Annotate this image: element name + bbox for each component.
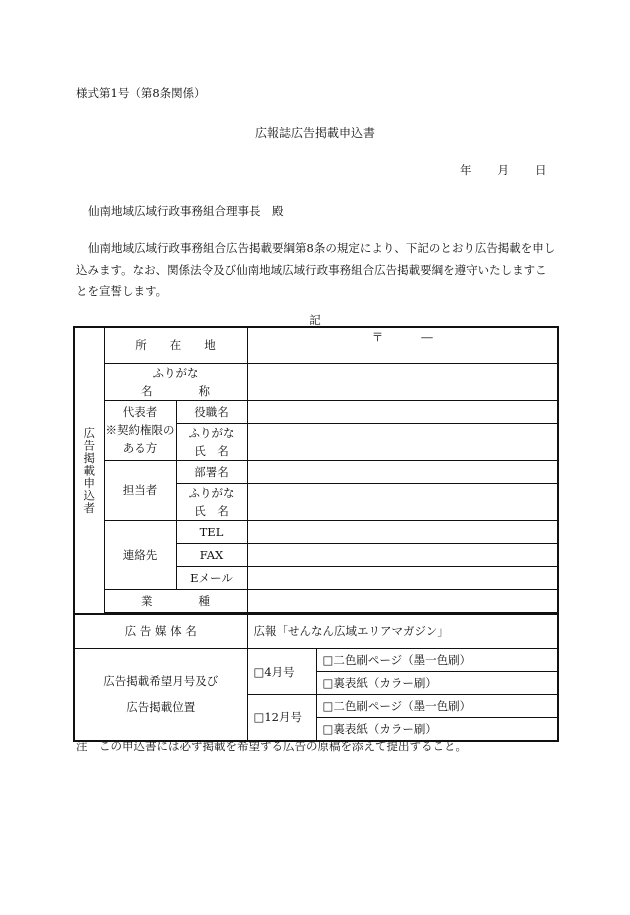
- desired-label: [74, 649, 247, 741]
- tel-field[interactable]: [247, 520, 558, 543]
- tel-label: TEL: [176, 520, 247, 543]
- desired-label-1: 広告掲載希望月号及び: [103, 674, 219, 689]
- rep-name-short: 氏 名: [194, 443, 229, 458]
- desired-label-2: 広告掲載位置: [126, 700, 196, 715]
- applicant-header-text: 広告掲載申込者: [82, 426, 97, 514]
- rep-name-field[interactable]: [247, 423, 558, 460]
- furigana-label: ふりがな: [152, 365, 199, 380]
- postal-dash: ―: [421, 330, 433, 344]
- industry-label: 業 種: [104, 589, 247, 612]
- contact-furigana: ふりがな: [188, 485, 235, 500]
- april-back-cover-checkbox[interactable]: □裏表紙（カラー刷）: [316, 672, 558, 695]
- representative-label: [104, 400, 176, 460]
- application-table: [73, 326, 559, 742]
- org-name-label: [104, 363, 247, 400]
- december-two-color-checkbox[interactable]: □二色刷ページ（墨一色刷）: [316, 695, 558, 718]
- april-two-color-checkbox[interactable]: □二色刷ページ（墨一色刷）: [316, 649, 558, 672]
- email-field[interactable]: [247, 566, 558, 589]
- contact-name-field[interactable]: [247, 483, 558, 520]
- rep-name-label: [176, 423, 247, 460]
- contact-person-label: 担当者: [104, 460, 176, 520]
- address-label: 所 在 地: [104, 327, 247, 363]
- fax-label: FAX: [176, 543, 247, 566]
- email-label: Eメール: [176, 566, 247, 589]
- applicant-side-header: [74, 327, 104, 614]
- name-label: 名 称: [141, 383, 210, 398]
- issue-april-checkbox[interactable]: □4月号: [247, 649, 316, 695]
- december-back-cover-checkbox[interactable]: □裏表紙（カラー刷）: [316, 718, 558, 741]
- media-label: 広 告 媒 体 名: [74, 614, 247, 649]
- dept-field[interactable]: [247, 460, 558, 483]
- date-month: 月: [497, 163, 509, 177]
- contact-name-short: 氏 名: [194, 503, 229, 518]
- body-paragraph: 仙南地域広域行政事務組合広告掲載要綱第8条の規定により、下記のとおり広告掲載を申し込みます。なお、関係法令及び仙南地域広域行政事務組合広告掲載要綱を遵守いたしますことを宣誓します。: [76, 241, 556, 298]
- ki-heading: 記: [309, 313, 321, 327]
- fax-field[interactable]: [247, 543, 558, 566]
- footnote: 注 この申込書には必ず掲載を希望する広告の原稿を添えて提出すること。: [76, 739, 467, 753]
- contact-info-label: 連絡先: [104, 520, 176, 589]
- rep-furigana: ふりがな: [188, 425, 235, 440]
- date-line: [460, 162, 547, 178]
- address-field[interactable]: [247, 327, 558, 363]
- rep-title-field[interactable]: [247, 400, 558, 423]
- rep-label: 代表者: [122, 405, 158, 419]
- dept-label: 部署名: [176, 460, 247, 483]
- issue-december-checkbox[interactable]: □12月号: [247, 695, 316, 741]
- org-name-field[interactable]: [247, 363, 558, 400]
- form-number: 様式第1号（第8条関係）: [76, 86, 206, 100]
- document-title: 広報誌広告掲載申込書: [254, 126, 375, 140]
- contact-name-label: [176, 483, 247, 520]
- date-day: 日: [535, 163, 547, 177]
- industry-field[interactable]: [247, 589, 558, 612]
- media-value: 広報「せんなん広域エリアマガジン」: [247, 614, 558, 649]
- addressee: 仙南地域広域行政事務組合理事長 殿: [88, 204, 284, 218]
- postal-mark: 〒: [371, 330, 384, 344]
- rep-note: ※契約権限のある方: [105, 423, 175, 455]
- rep-title-label: 役職名: [176, 400, 247, 423]
- date-year: 年: [460, 163, 472, 177]
